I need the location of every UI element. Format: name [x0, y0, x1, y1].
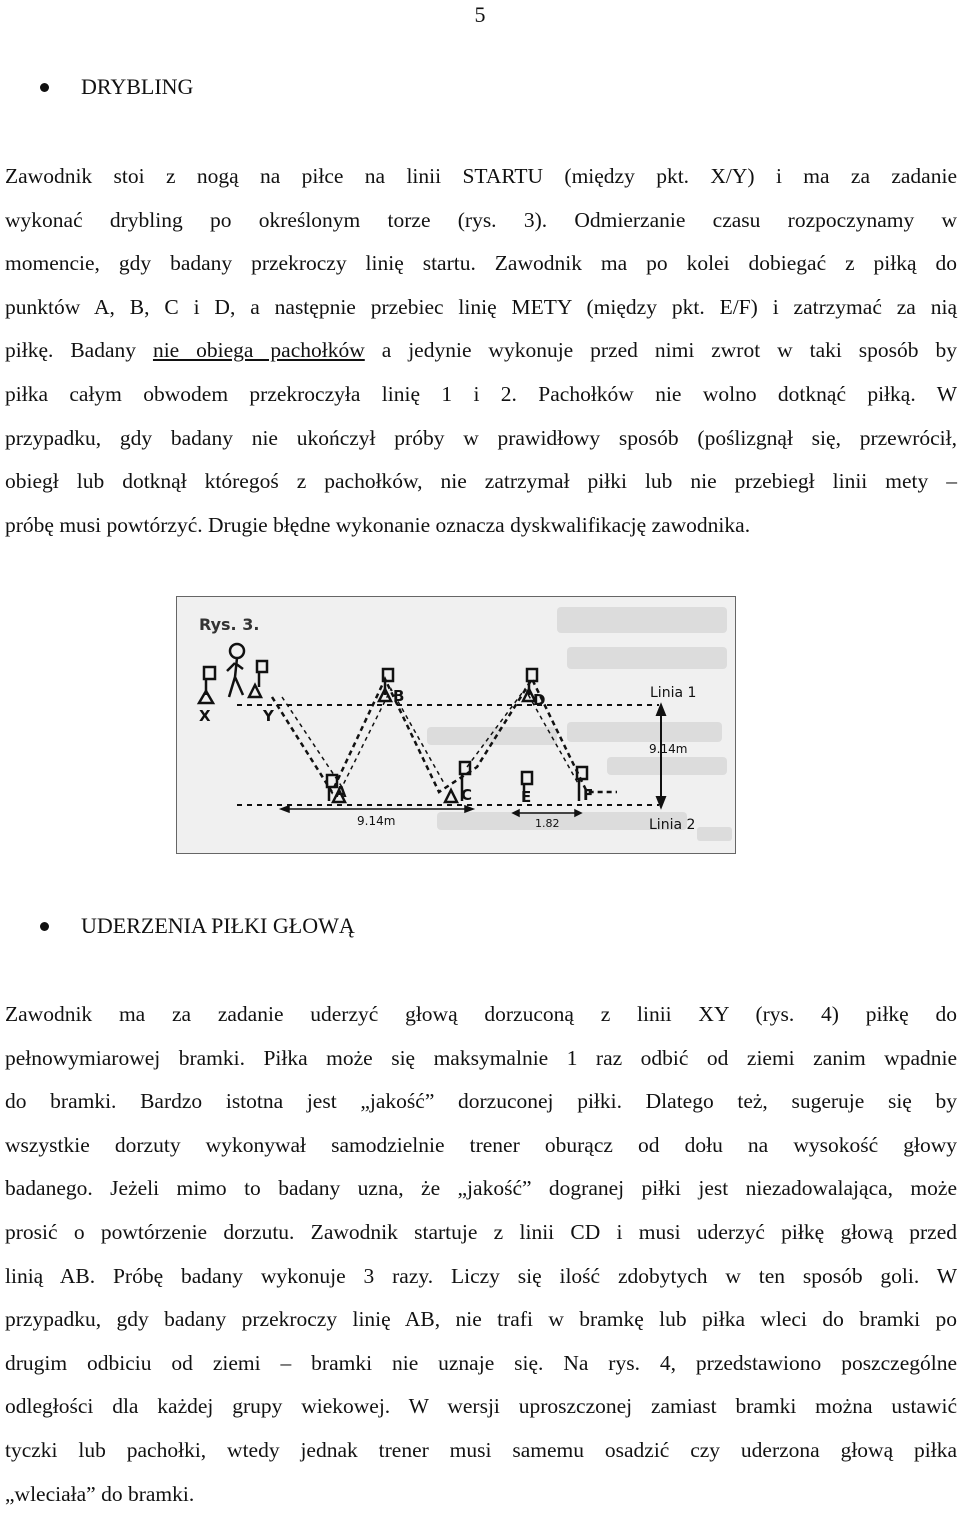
label-y: Y	[263, 707, 274, 725]
label-b: B	[393, 687, 405, 705]
text-line: Zawodnik ma za zadanie uderzyć głową dorzuconą z linii XY (rys. 4) piłkę do	[5, 1002, 957, 1026]
section-heading-uderzenia	[40, 913, 355, 939]
label-dist-horizontal: 9.14m	[357, 814, 396, 828]
figure-caption: Rys. 3.	[199, 615, 260, 634]
text-line: „wleciała” do bramki.	[5, 1481, 195, 1506]
label-linia-2: Linia 2	[649, 817, 696, 833]
text-line: linią AB. Próbę badany wykonuje 3 razy. Liczy się ilość zdobytych w ten sposób goli. W	[5, 1263, 957, 1288]
text-line: badanego. Jeżeli mimo to badany uzna, że „jakość” dogranej piłki jest niezadowalająca, może	[5, 1176, 957, 1201]
section-heading-drybling	[40, 74, 193, 100]
bullet-icon	[40, 922, 49, 931]
text-line: prosić o powtórzenie dorzutu. Zawodnik startuje z linii CD i musi uderzyć piłkę głową przed	[5, 1219, 957, 1244]
text-line: wszystkie dorzuty wykonywał samodzielnie trener oburącz od dołu na wysokość głowy	[5, 1132, 957, 1157]
paragraph-uderzenia	[5, 993, 957, 1516]
page-number: 5	[474, 2, 486, 27]
label-dist-vertical: 9.14m	[649, 742, 688, 756]
label-f: F	[583, 786, 594, 804]
text-line: pełnowymiarowej bramki. Piłka może się maksymalnie 1 raz odbić od ziemi zanim wpadnie	[5, 1045, 957, 1070]
paragraph-drybling	[5, 155, 957, 547]
text-line: próbę musi powtórzyć. Drugie błędne wykonanie oznacza dyskwalifikację zawodnika.	[5, 512, 751, 537]
figure-rys-3	[176, 596, 736, 854]
label-x: X	[199, 707, 211, 725]
label-e: E	[521, 788, 532, 806]
text-line: przypadku, gdy badany nie ukończył próby w prawidłowy sposób (poślizgnął się, przewrócił,	[5, 425, 957, 450]
underlined-text: nie obiega pachołków	[152, 338, 365, 363]
text-line: przypadku, gdy badany przekroczy linię AB, nie trafi w bramkę lub piłka wleci do bramki po	[5, 1307, 957, 1332]
text-line: do bramki. Bardzo istotna jest „jakość” dorzuconej piłki. Dlatego też, sugeruje się by	[5, 1089, 957, 1114]
text-line: obiegł lub dotknął któregoś z pachołków, nie zatrzymał piłki lub nie przebiegł linii mety –	[5, 469, 957, 494]
label-linia-1: Linia 1	[650, 685, 697, 701]
text-line: tyczki lub pachołki, wtedy jednak trener musi samemu osadzić czy uderzona głową piłka	[5, 1437, 957, 1462]
bullet-icon	[40, 83, 49, 92]
text-line: momencie, gdy badany przekroczy linię startu. Zawodnik ma po kolei dobiegać z piłką do	[5, 251, 957, 276]
text-line: odległości dla każdej grupy wiekowej. W wersji uproszczonej zamiast bramki można ustawić	[5, 1394, 957, 1419]
label-dist-small: 1.82	[535, 817, 560, 830]
text-line: punktów A, B, C i D, a następnie przebiec linię METY (między pkt. E/F) i zatrzymać za nią	[5, 294, 957, 319]
label-a: A	[335, 783, 347, 801]
text-line: Zawodnik stoi z nogą na piłce na linii STARTU (między pkt. X/Y) i ma za zadanie	[5, 164, 957, 188]
heading-text: DRYBLING	[81, 74, 194, 99]
label-c: C	[461, 786, 473, 804]
heading-text: UDERZENIA PIŁKI GŁOWĄ	[81, 913, 355, 938]
text-segment: a jedynie wykonuje przed nimi zwrot w taki sposób by	[364, 338, 957, 363]
text-line	[5, 329, 957, 373]
text-line: drugim odbiciu od ziemi – bramki nie uznaje się. Na rys. 4, przedstawiono poszczególne	[5, 1350, 957, 1375]
text-line: wykonać drybling po określonym torze (rys. 3). Odmierzanie czasu rozpoczynamy w	[5, 207, 957, 232]
label-d: D	[533, 691, 546, 709]
drill-diagram	[177, 597, 735, 853]
text-segment: piłkę. Badany	[5, 338, 153, 363]
text-line: piłka całym obwodem przekroczyła linię 1 i 2. Pachołków nie wolno dotknąć piłką. W	[5, 381, 957, 406]
